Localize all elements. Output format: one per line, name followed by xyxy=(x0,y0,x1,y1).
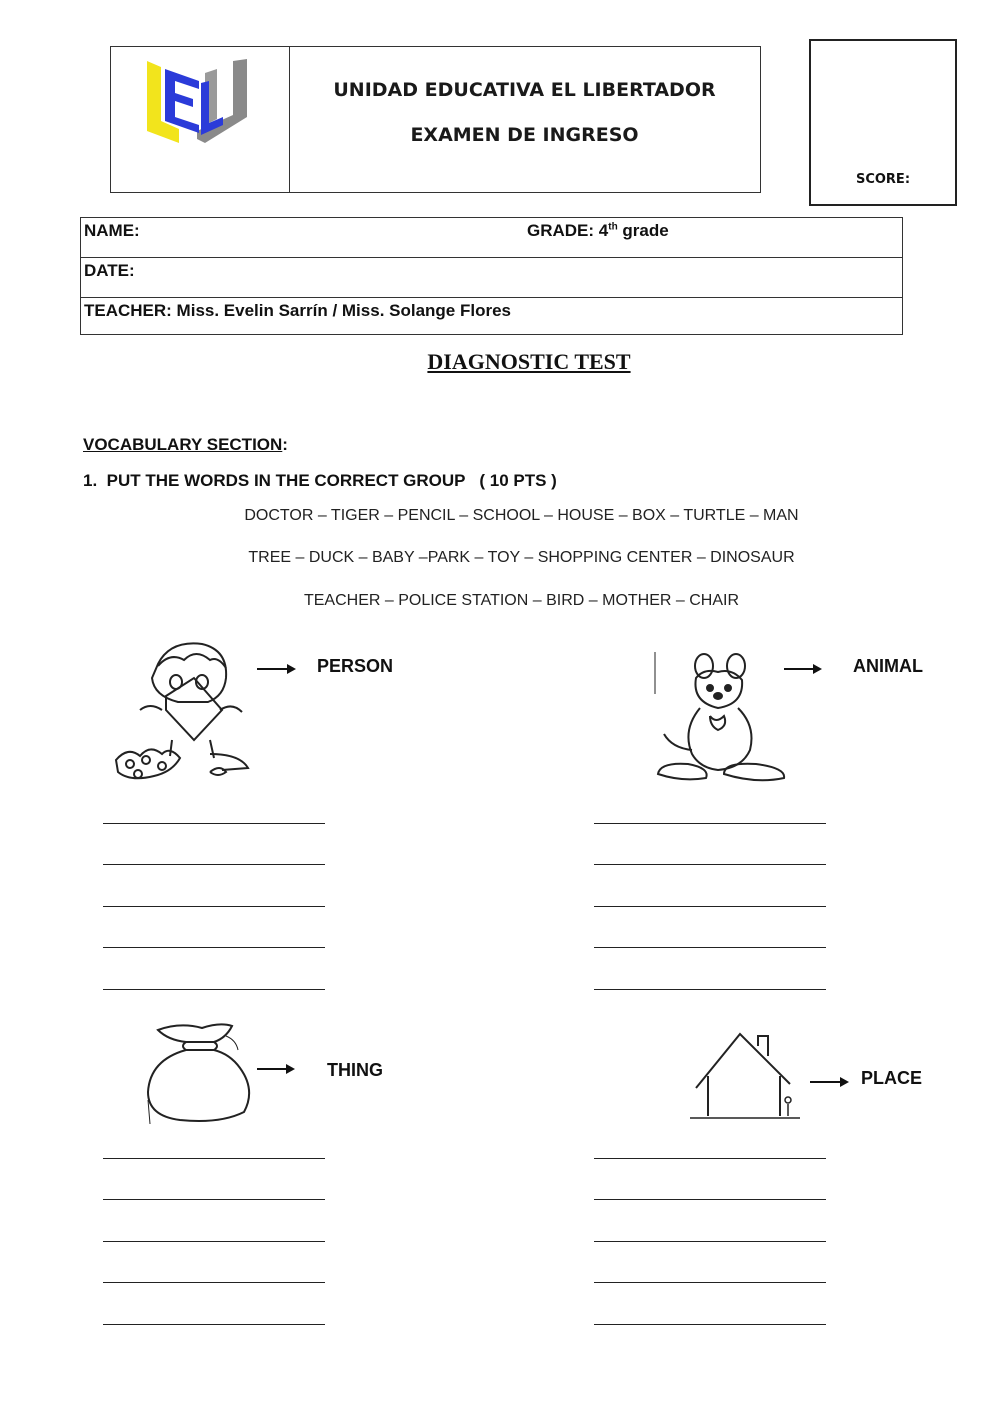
answer-line[interactable] xyxy=(103,1199,325,1200)
student-info-table xyxy=(80,217,903,335)
thing-arrow-icon xyxy=(257,1061,297,1077)
grade-suffix: grade xyxy=(617,221,669,240)
answer-line[interactable] xyxy=(103,864,325,865)
logo-cell xyxy=(111,47,290,192)
answer-line[interactable] xyxy=(594,1199,826,1200)
date-row xyxy=(81,258,902,298)
word-list-line-3: TEACHER – POLICE STATION – BIRD – MOTHER – CHAIR xyxy=(303,592,740,609)
place-arrow-icon xyxy=(810,1074,852,1090)
vocabulary-title-text: VOCABULARY SECTION xyxy=(83,435,283,454)
name-label: NAME: xyxy=(84,221,140,240)
animal-arrow-icon xyxy=(784,661,824,677)
person-arrow-icon xyxy=(257,661,297,677)
sack-illustration xyxy=(140,1020,260,1126)
kangaroo-illustration xyxy=(652,650,792,788)
grade-label xyxy=(527,221,669,241)
answer-line[interactable] xyxy=(103,989,325,990)
answer-line[interactable] xyxy=(594,1324,826,1325)
answer-line[interactable] xyxy=(594,823,826,824)
boy-illustration xyxy=(110,636,280,786)
grade-sup: th xyxy=(608,221,618,233)
answer-line[interactable] xyxy=(594,864,826,865)
exam-title: EXAMEN DE INGRESO xyxy=(410,124,639,146)
house-illustration xyxy=(688,1030,804,1122)
school-logo xyxy=(147,59,249,145)
answer-line[interactable] xyxy=(103,1158,325,1159)
teacher-row xyxy=(81,298,902,334)
answer-line[interactable] xyxy=(103,1241,325,1242)
date-label: DATE: xyxy=(84,261,135,280)
answer-line[interactable] xyxy=(594,1241,826,1242)
category-animal-label: ANIMAL xyxy=(853,656,923,676)
answer-line[interactable] xyxy=(103,906,325,907)
question-1: 1. PUT THE WORDS IN THE CORRECT GROUP ( 10 PTS ) xyxy=(83,471,557,490)
grade-value: GRADE: 4 xyxy=(527,221,609,240)
category-place-label: PLACE xyxy=(861,1068,923,1088)
answer-line[interactable] xyxy=(103,1282,325,1283)
category-person-label: PERSON xyxy=(317,656,394,676)
word-list-line-2: TREE – DUCK – BABY –PARK – TOY – SHOPPING CENTER – DINOSAUR xyxy=(248,549,795,566)
school-name: UNIDAD EDUCATIVA EL LIBERTADOR xyxy=(333,79,716,101)
score-box xyxy=(809,39,957,206)
score-label: SCORE: xyxy=(855,172,911,187)
word-list-line-1: DOCTOR – TIGER – PENCIL – SCHOOL – HOUSE – BOX – TURTLE – MAN xyxy=(244,507,799,524)
header-box xyxy=(110,46,761,193)
vocabulary-title-colon: : xyxy=(282,435,288,454)
name-row xyxy=(81,218,902,258)
answer-line[interactable] xyxy=(594,906,826,907)
answer-line[interactable] xyxy=(594,1282,826,1283)
answer-line[interactable] xyxy=(103,947,325,948)
test-title: DIAGNOSTIC TEST xyxy=(427,349,631,374)
answer-line[interactable] xyxy=(594,1158,826,1159)
answer-line[interactable] xyxy=(103,823,325,824)
answer-line[interactable] xyxy=(103,1324,325,1325)
answer-line[interactable] xyxy=(594,989,826,990)
vocabulary-section-title xyxy=(83,435,288,455)
answer-line[interactable] xyxy=(594,947,826,948)
teacher-label: TEACHER: Miss. Evelin Sarrín / Miss. Solange Flores xyxy=(84,301,512,320)
category-thing-label: THING xyxy=(327,1060,383,1080)
